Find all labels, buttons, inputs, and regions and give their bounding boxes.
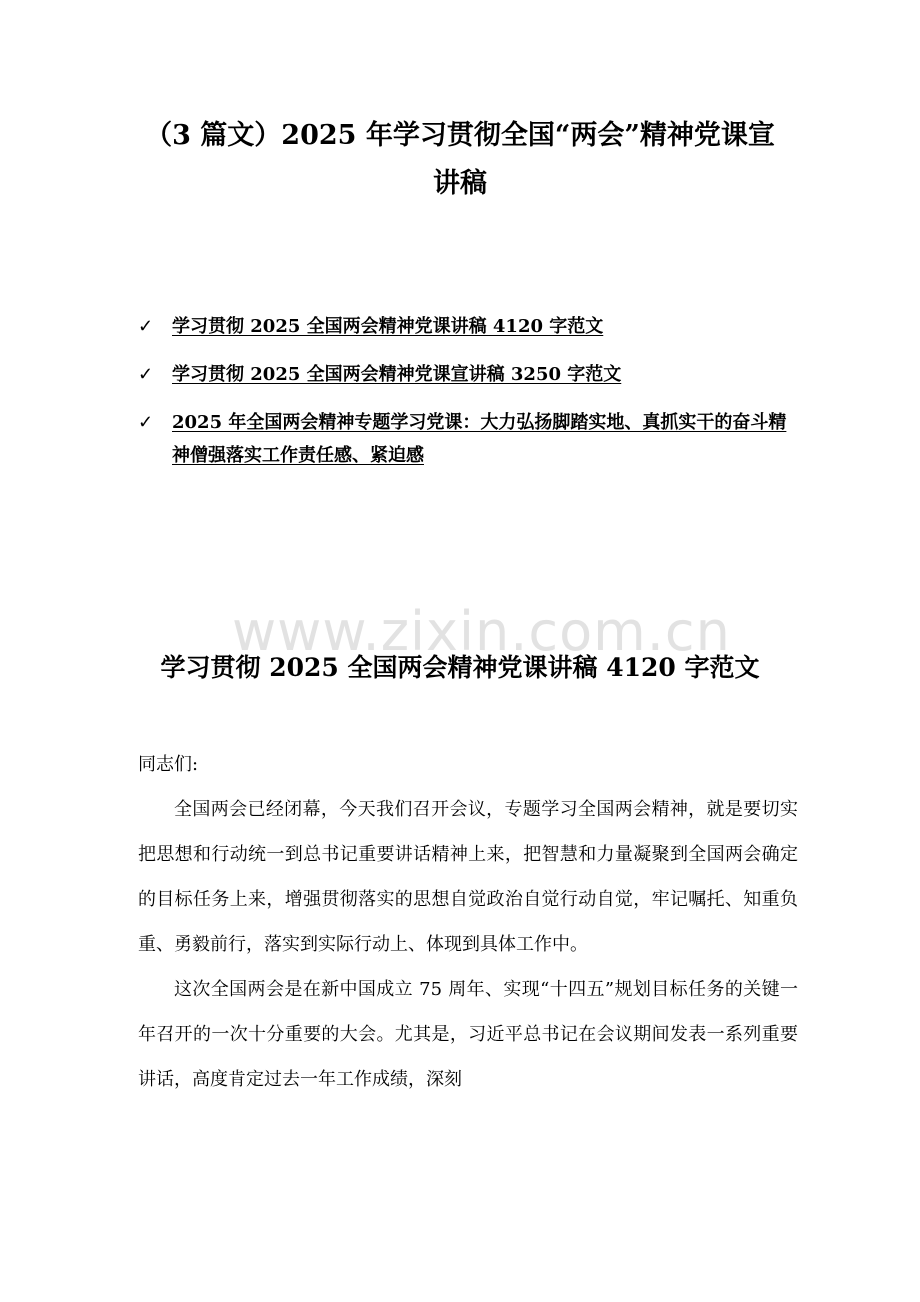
paragraph-1: 全国两会已经闭幕，今天我们召开会议，专题学习全国两会精神，就是要切实把思想和行动统一到总书记重要讲话精神上来，把智慧和力量凝聚到全国两会确定的目标任务上来，增强贯彻落实的思想自觉政治自觉行动自觉，牢记嘱托、知重负重、勇毅前行，落实到实际行动上、体现到具体工作中。: [138, 799, 798, 955]
toc-item-3: [138, 406, 798, 472]
toc-link-3[interactable]: 2025 年全国两会精神专题学习党课：大力弘扬脚踏实地、真抓实干的奋斗精神僧强落实工作责任感、紧迫感: [172, 412, 787, 466]
check-icon: ✓: [138, 364, 154, 385]
body-text: [138, 742, 798, 1102]
section-heading: 学习贯彻 2025 全国两会精神党课讲稿 4120 字范文: [160, 653, 760, 682]
salutation: 同志们:: [138, 754, 199, 775]
document-title-line-2: 讲稿: [433, 168, 487, 199]
toc-link-1[interactable]: 学习贯彻 2025 全国两会精神党课讲稿 4120 字范文: [172, 316, 604, 337]
toc-item-2: [138, 358, 798, 391]
paragraph-2: 这次全国两会是在新中国成立 75 周年、实现“十四五”规划目标任务的关键一年召开的一次十分重要的大会。尤其是，习近平总书记在会议期间发表一系列重要讲话，高度肯定过去一年工作成绩，深刻: [138, 979, 798, 1090]
check-icon: ✓: [138, 412, 154, 433]
toc-link-2[interactable]: 学习贯彻 2025 全国两会精神党课宣讲稿 3250 字范文: [172, 364, 622, 385]
document-title-line-1: （3 篇文）2025 年学习贯彻全国“两会”精神党课宣: [145, 120, 775, 151]
check-icon: ✓: [138, 316, 154, 337]
watermark: www.zixin.com.cn: [232, 600, 731, 663]
toc-item-1: [138, 310, 798, 343]
document-title: [120, 112, 800, 208]
table-of-contents: [138, 310, 798, 472]
